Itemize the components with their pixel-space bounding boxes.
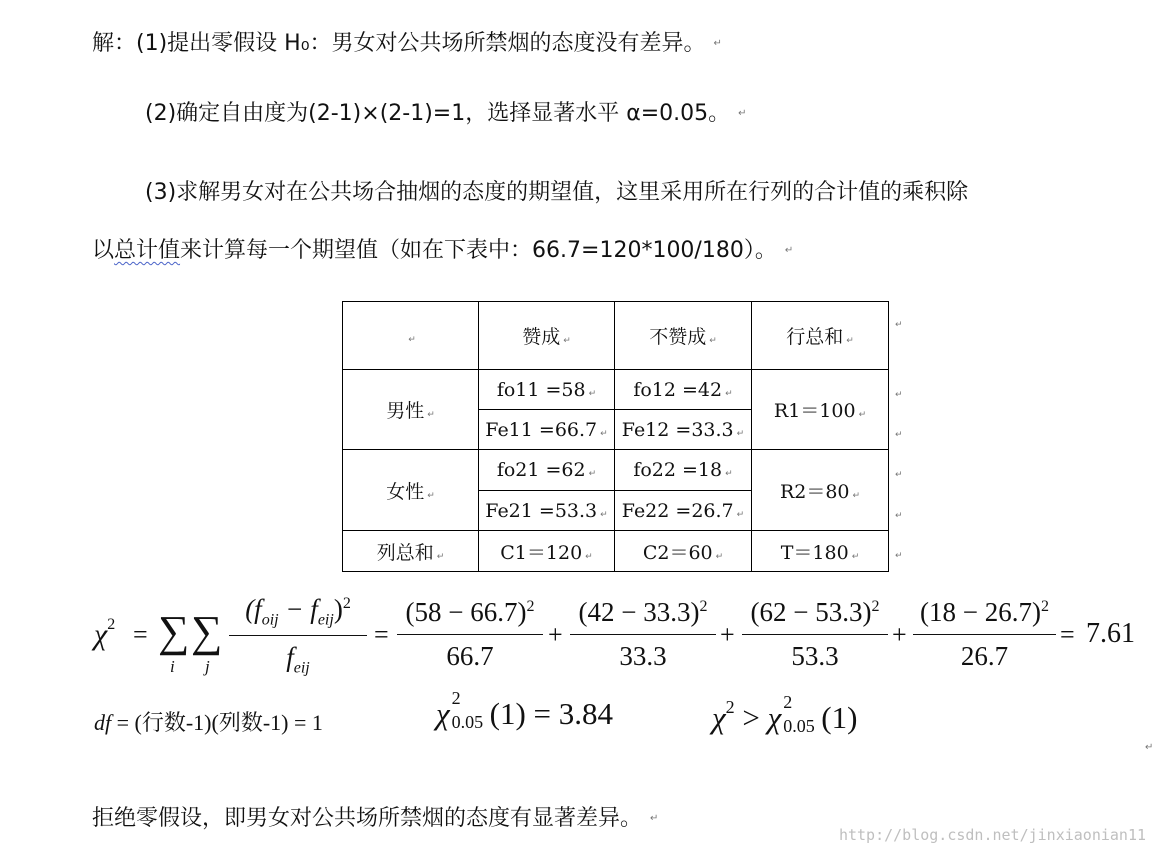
equals-sign: = [1060, 620, 1075, 649]
dof-text: (2)确定自由度为(2-1)×(2-1)=1，选择显著水平 α=0.05。 [145, 101, 731, 126]
expected-text-line2-post: 来计算每一个期望值（如在下表中：66.7=120*100/180）。 [180, 238, 777, 263]
plus-sign: + [548, 620, 563, 649]
chi-symbol: $\chi^2$ [94, 616, 116, 651]
table-row [343, 370, 889, 410]
cell-fe22: Fe22 =26.7 ↵ [615, 491, 752, 531]
sum-index-j: j [205, 657, 210, 676]
row-end-mark-icon: ↵ [895, 470, 903, 480]
sum-symbol-i: ∑ [158, 607, 190, 656]
header-approve: 赞成 ↵ [479, 302, 615, 370]
header-row-total: 行总和 ↵ [752, 302, 889, 370]
expected-value-paragraph-line1 [145, 182, 968, 204]
term-fraction-3: $\frac{(62 - 53.3)^2}{53.3}$ [742, 597, 888, 672]
expected-text-line2-pre: 以 [92, 238, 115, 263]
paragraph-mark-icon: ↵ [713, 38, 722, 49]
row-end-mark-icon: ↵ [895, 551, 903, 561]
cell-fo22: fo22 =18 ↵ [615, 450, 752, 491]
cell-c1: C1＝120 ↵ [479, 531, 615, 572]
df-equation [94, 706, 323, 737]
degrees-of-freedom-paragraph [145, 103, 747, 125]
table-row [343, 450, 889, 491]
hypothesis-text: 解：(1)提出零假设 H₀：男女对公共场所禁烟的态度没有差异。 [92, 31, 706, 56]
sum-symbol-j: ∑ [191, 607, 223, 656]
row-end-mark-icon: ↵ [895, 320, 903, 330]
paragraph-mark-icon: ↵ [784, 245, 794, 256]
cell-fe21: Fe21 =53.3 ↵ [479, 491, 615, 531]
contingency-table [342, 301, 889, 572]
expected-value-paragraph-line2 [92, 240, 793, 262]
header-disapprove: 不赞成 ↵ [615, 302, 752, 370]
paragraph-mark-icon: ↵ [738, 108, 747, 119]
df-expression: = (行数-1)(列数-1) = 1 [111, 710, 323, 735]
plus-sign: + [892, 620, 907, 649]
watermark-url: http://blog.csdn.net/jinxiaonian11 [838, 826, 1146, 844]
female-label: 女性 ↵ [343, 450, 479, 531]
cell-fo11: fo11 =58 ↵ [479, 370, 615, 410]
term-fraction-1: $\frac{(58 - 66.7)^2}{66.7}$ [397, 597, 543, 672]
cell-fo12: fo12 =42 ↵ [615, 370, 752, 410]
equals-sign: = [133, 620, 148, 649]
cell-r1: R1＝100 ↵ [752, 370, 889, 450]
critical-value: χ 2 0.05 (1) = 3.84 [436, 688, 614, 732]
term-fraction-4: $\frac{(18 - 26.7)^2}{26.7}$ [913, 597, 1056, 672]
male-label: 男性 ↵ [343, 370, 479, 450]
spellcheck-underlined-word: 总计值 [114, 238, 181, 263]
expected-text-line1: (3)求解男女对在公共场合抽烟的态度的期望值，这里采用所在行列的合计值的乘积除 [145, 180, 969, 205]
table-header-row [343, 302, 889, 370]
header-empty-cell: ↵ [343, 302, 479, 370]
cell-fo21: fo21 =62 ↵ [479, 450, 615, 491]
column-total-label: 列总和 ↵ [343, 531, 479, 572]
cell-fe12: Fe12 =33.3 ↵ [615, 410, 752, 450]
cell-fe11: Fe11 =66.7 ↵ [479, 410, 615, 450]
row-end-mark-icon: ↵ [895, 511, 903, 521]
plus-sign: + [720, 620, 735, 649]
chi-square-comparison: $\chi^2 > \chi$ 2 0.05 (1) [712, 692, 858, 736]
paragraph-mark-icon: ↵ [1145, 742, 1154, 753]
equals-sign: = [374, 620, 389, 649]
table-totals-row [343, 531, 889, 572]
cell-c2: C2＝60 ↵ [615, 531, 752, 572]
cell-total: T＝180 ↵ [752, 531, 889, 572]
conclusion-paragraph [92, 808, 658, 830]
chi-square-result: 7.61 [1086, 618, 1135, 649]
general-fraction: $(f_{oij} - f_{eij})^2$ $f_{eij}$ [229, 594, 367, 678]
hypothesis-paragraph [92, 33, 722, 55]
row-end-mark-icon: ↵ [895, 430, 903, 440]
row-end-mark-icon: ↵ [895, 390, 903, 400]
paragraph-mark-icon: ↵ [650, 813, 659, 824]
term-fraction-2: $\frac{(42 - 33.3)^2}{33.3}$ [570, 597, 716, 672]
df-symbol: df [94, 710, 112, 735]
conclusion-text: 拒绝零假设，即男女对公共场所禁烟的态度有显著差异。 [92, 806, 643, 831]
cell-r2: R2＝80 ↵ [752, 450, 889, 531]
sum-index-i: i [170, 657, 175, 676]
